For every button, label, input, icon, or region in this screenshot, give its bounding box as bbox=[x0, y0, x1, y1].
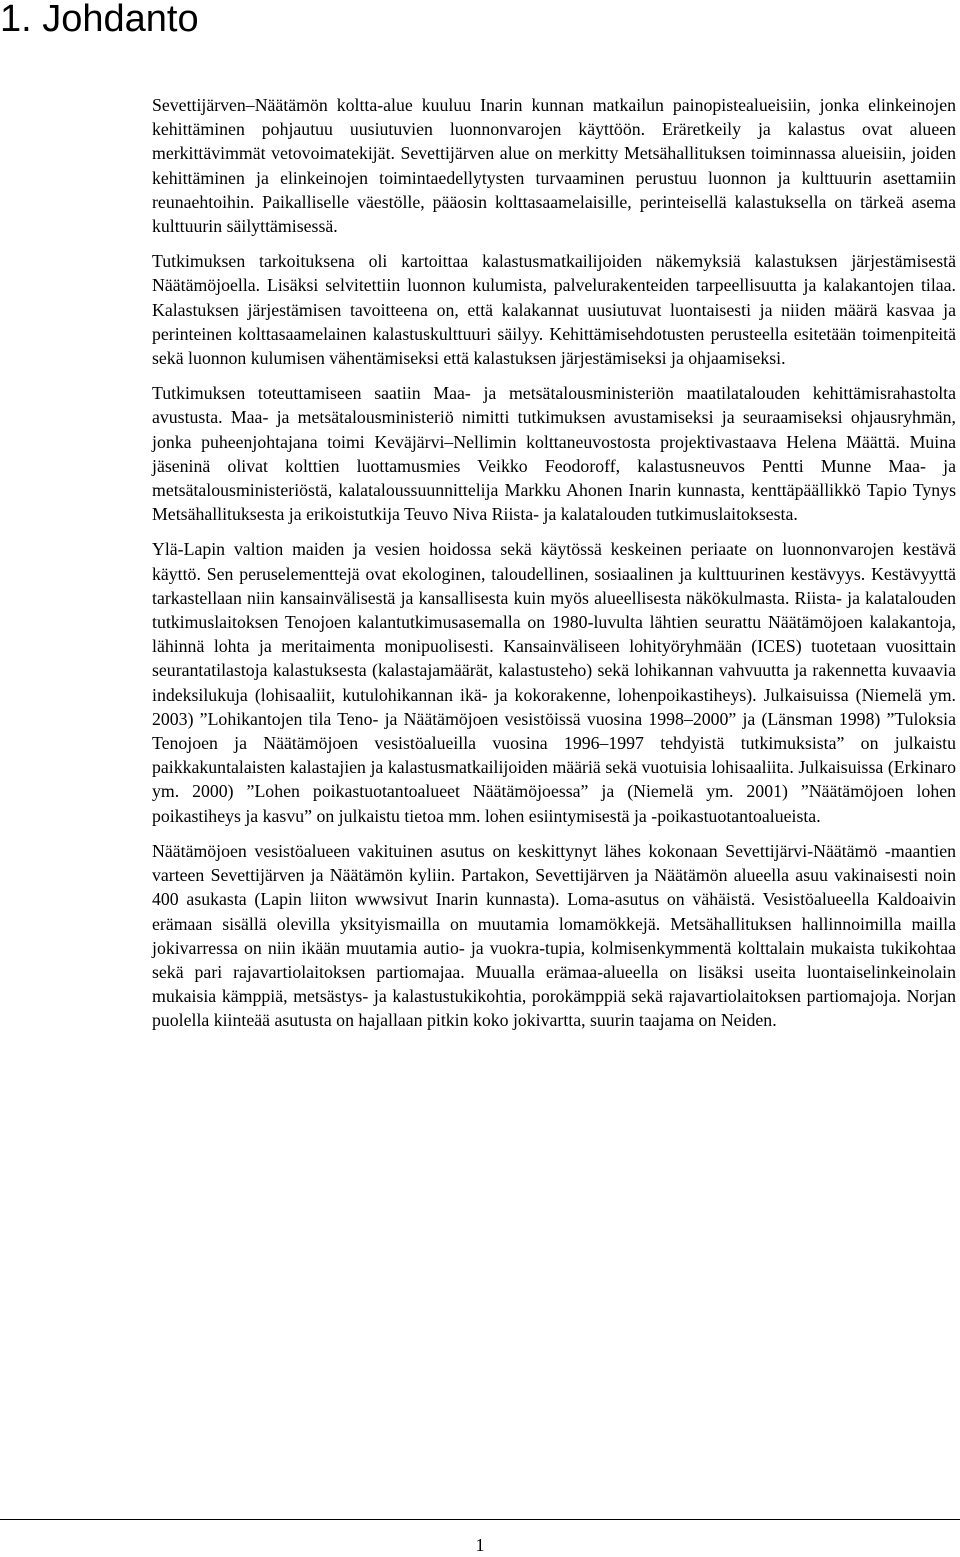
page-heading: 1. Johdanto bbox=[0, 0, 199, 40]
paragraph: Näätämöjoen vesistöalueen vakituinen asutus on keskittynyt lähes kokonaan Sevettijärvi-Näätämö -maantien varteen Sevettijärven ja Näätämön kyliin. Partakon, Sevettijärven ja Näätämön alueella asuu vakinaisesti noin 400 asukasta (Lapin liiton wwwsivut Inarin kunnasta). Loma-asutus on vähäistä. Vesistöalueella Kaldoaivin erämaan sisällä olevilla yksityismailla on muutamia lomamökkejä. Metsähallituksen hallinnoimilla mailla jokivarressa on niin ikään muutamia autio- ja vuokra-tupia, kolmisenkymmentä kolttalain mukaista tukikohtaa sekä pari rajavartiolaitoksen partiomajaa. Muualla erämaa-alueella on lisäksi useita luontaiselinkeinolain mukaisia kämppiä, metsästys- ja kalastustukikohtia, porokämppiä sekä rajavartiolaitoksen partiomajoja. Norjan puolella kiinteää asutusta on hajallaan pitkin koko jokivartta, suurin taajama on Neiden. bbox=[152, 840, 956, 1031]
paragraph: Sevettijärven–Näätämön koltta-alue kuuluu Inarin kunnan matkailun painopistealueisiin, jonka elinkeinojen kehittäminen pohjautuu uusiutuvien luonnonvarojen käyttöön. Eräretkeily ja kalastus ovat alueen merkittävimmät vetovoimatekijät. Sevettijärven alue on merkitty Metsähallituksen toiminnassa alueisiin, joiden kehittäminen ja elinkeinojen toimintaedellytysten turvaaminen perustuu luonnon ja kulttuurin asettamiin reunaehtoihin. Paikalliselle väestölle, pääosin kolttasaamelaisille, perinteisellä kalastuksella on tärkeä asema kulttuurin säilyttämisessä. bbox=[152, 95, 956, 237]
footer-rule bbox=[0, 1519, 960, 1520]
paragraph: Ylä-Lapin valtion maiden ja vesien hoidossa sekä käytössä keskeinen periaate on luonnonvarojen kestävä käyttö. Sen peruselementtejä ovat ekologinen, taloudellinen, sosiaalinen ja kulttuurinen kestävyys. Kestävyyttä tarkastellaan niin kansainvälisestä ja kansallisesta kuin myös alueellisesta näkökulmasta. Riista- ja kalatalouden tutkimuslaitoksen Tenojoen kalantutkimusasemalla on 1980-luvulta lähtien seurattu Näätämöjoen kalakantoja, lähinnä lohta ja meritaimenta monipuolisesti. Kansainväliseen lohityöryhmään (ICES) tuotetaan vuosittain seurantatilastoja kalastuksesta (kalastajamäärät, kalastusteho) sekä lohikannan vahvuutta ja rakennetta kuvaavia indeksilukuja (lohisaaliit, kutulohikannan ikä- ja kokorakenne, lohenpoikastiheys). Julkaisuissa (Niemelä ym. 2003) ”Lohikantojen tila Teno- ja Näätämöjoen vesistöissä vuosina 1998–2000” ja (Länsman 1998) ”Tuloksia Tenojoen ja Näätämöjoen vesistöalueilla vuosina 1996–1997 tehdyistä tutkimuksista” on julkaistu paikkakuntalaisten kalastajien ja kalastusmatkailijoiden määriä sekä vuotuisia lohisaaliita. Julkaisuissa (Erkinaro ym. 2000) ”Lohen poikastuotantoalueet Näätämöjoessa” ja (Niemelä ym. 2001) ”Näätämöjoen lohen poikastiheys ja kasvu” on julkaistu tietoa mm. lohen esiintymisestä ja -poikastuotantoalueista. bbox=[152, 539, 956, 826]
body-text bbox=[152, 93, 956, 1044]
paragraph: Tutkimuksen tarkoituksena oli kartoittaa kalastusmatkailijoiden näkemyksiä kalastuksen järjestämisestä Näätämöjoella. Lisäksi selvitettiin luonnon kulumista, palvelurakenteiden tarpeellisuutta ja kalakantojen tilaa. Kalastuksen järjestämisen tavoitteena on, että kalakannat uusiutuvat luontaisesti ja niiden määrä kasvaa ja perinteinen kolttasaamelainen kalastuskulttuuri säilyy. Kehittämisehdotusten perusteella esitetään toimenpiteitä sekä luonnon kulumisen vähentämiseksi että kalastuksen järjestämiseksi ja ohjaamiseksi. bbox=[152, 251, 956, 369]
paragraph: Tutkimuksen toteuttamiseen saatiin Maa- ja metsätalousministeriön maatilatalouden kehittämisrahastolta avustusta. Maa- ja metsätalousministeriö nimitti tutkimuksen avustamiseksi ja seuraamiseksi ohjausryhmän, jonka puheenjohtajana toimi Keväjärvi–Nellimin kolttaneuvostosta projektivastaava Helena Määttä. Muina jäseninä olivat kolttien luottamusmies Veikko Feodoroff, kalastusneuvos Pentti Munne Maa- ja metsätalousministeriöstä, kalataloussuunnittelija Markku Ahonen Inarin kunnasta, kenttäpäällikkö Tapio Tynys Metsähallituksesta ja erikoistutkija Teuvo Niva Riista- ja kalatalouden tutkimuslaitoksesta. bbox=[152, 383, 956, 525]
page-number: 1 bbox=[475, 1535, 485, 1555]
